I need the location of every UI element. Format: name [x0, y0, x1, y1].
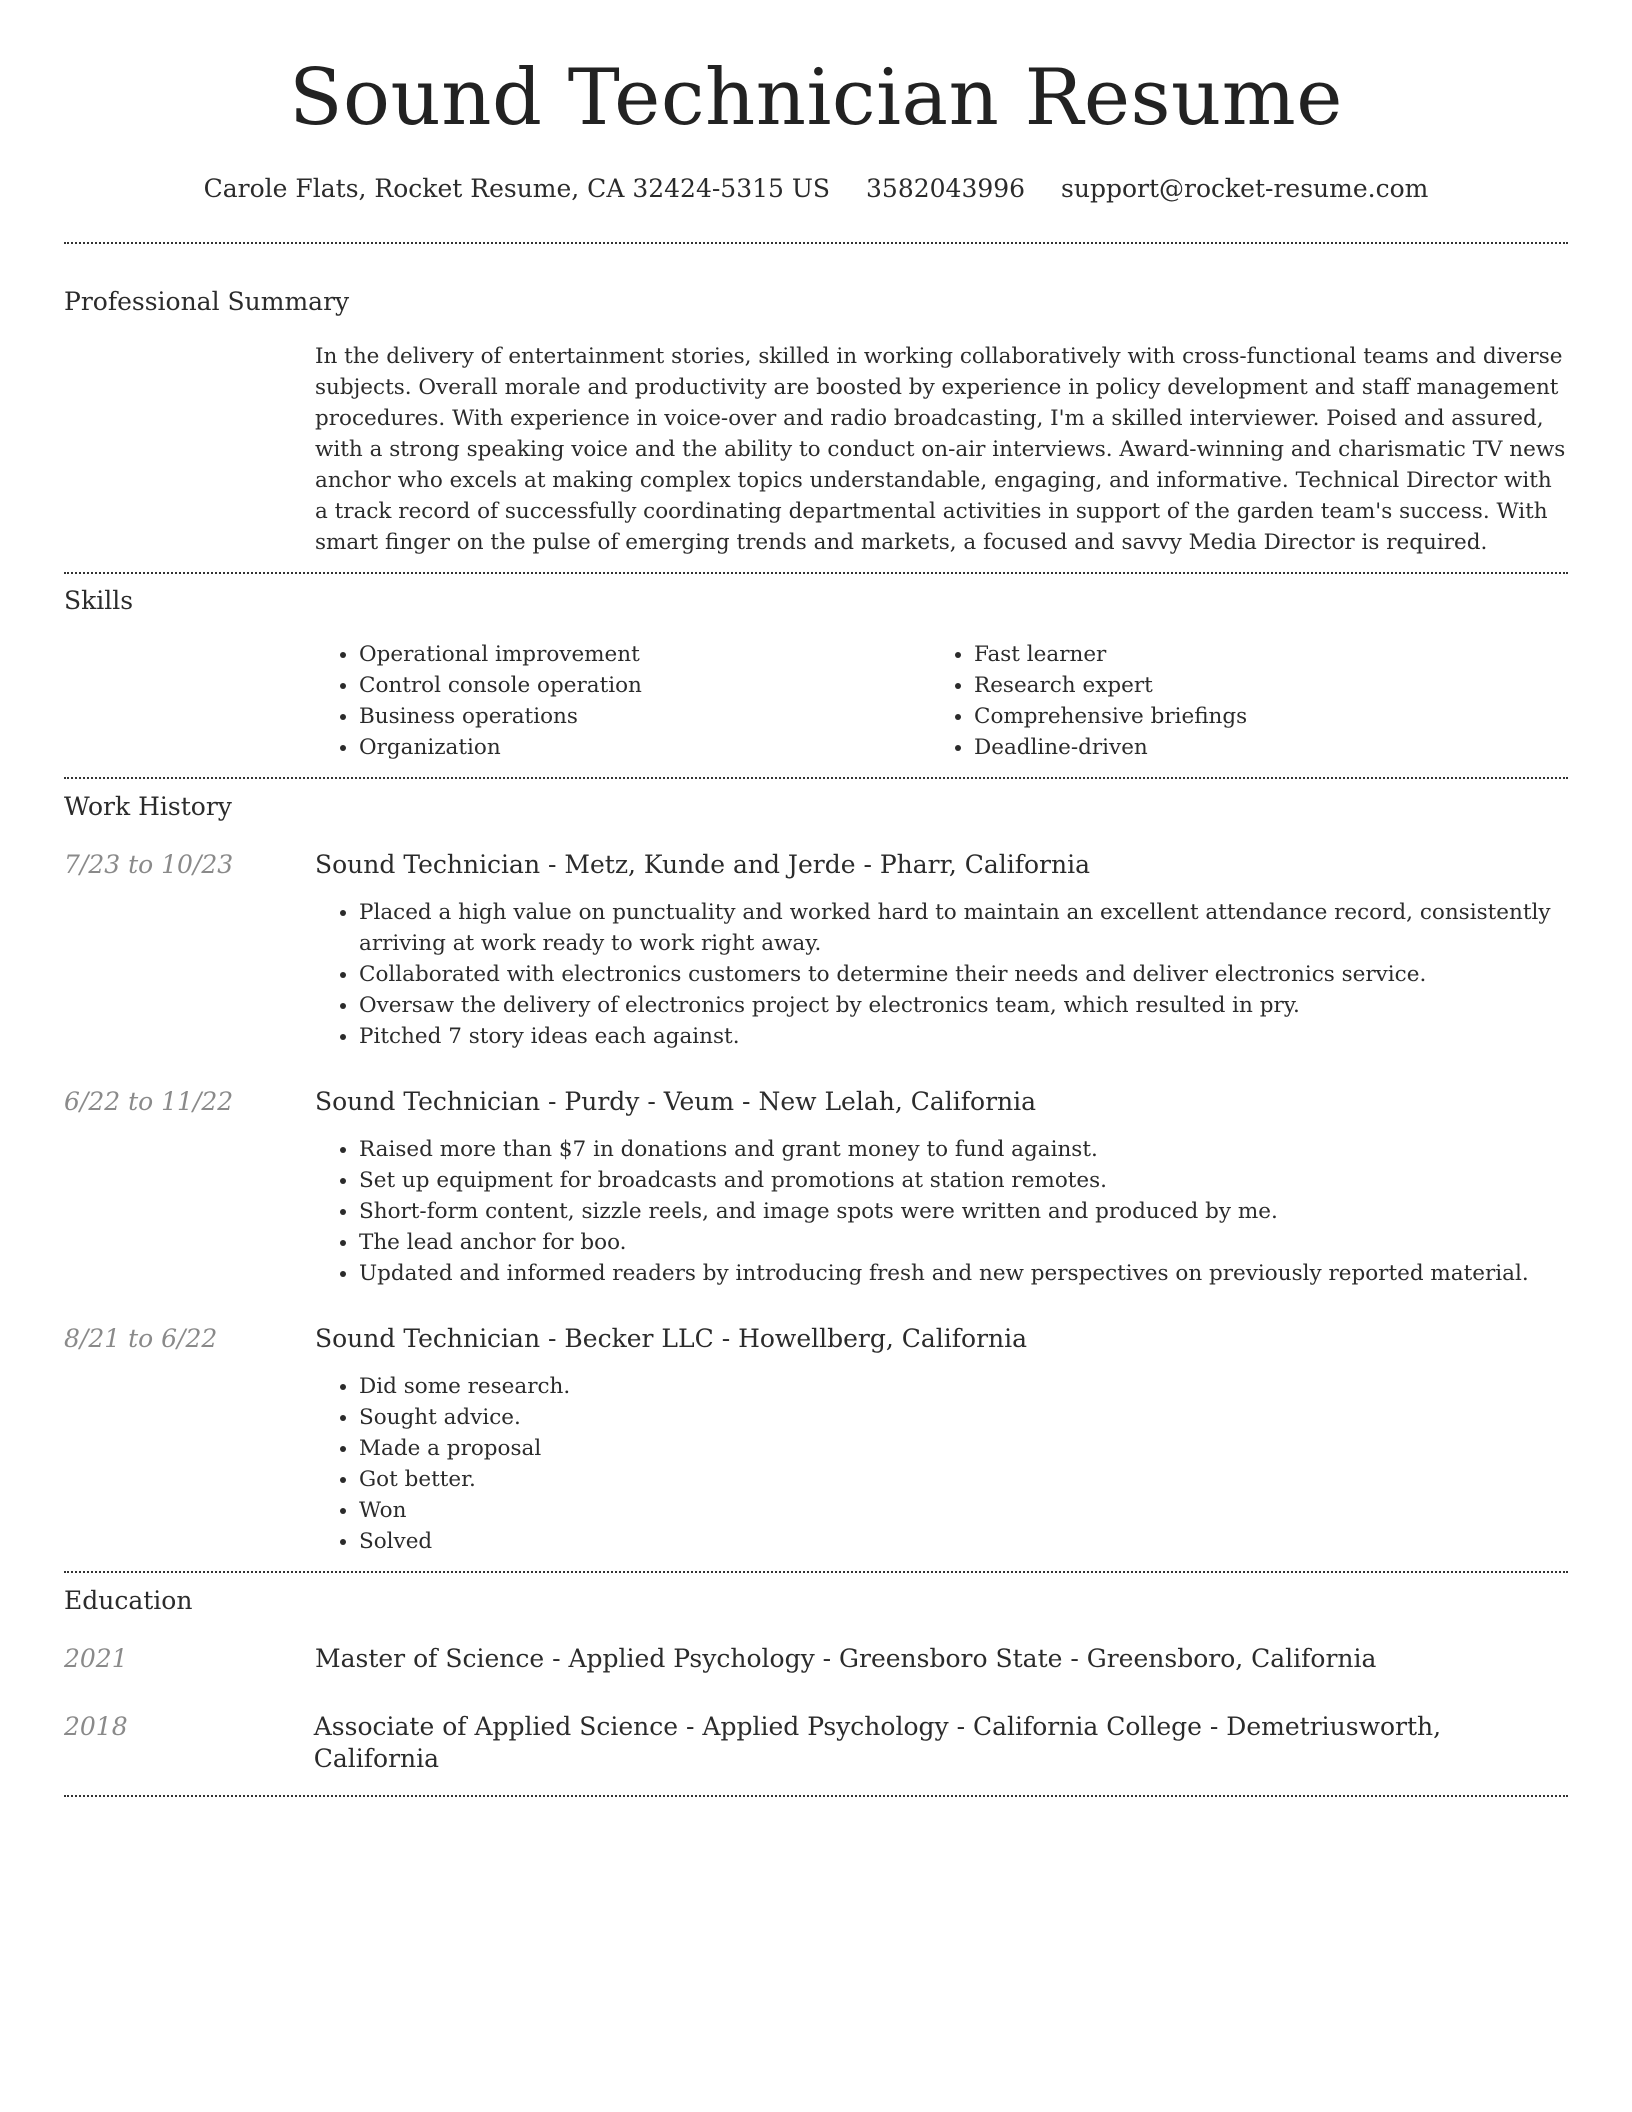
job-bullet: • Short-form content, sizzle reels, and image spots were written and produced by me. — [359, 1196, 1568, 1227]
job-bullet: • Set up equipment for broadcasts and promotions at station remotes. — [359, 1165, 1568, 1196]
skill-item: • Comprehensive briefings — [974, 701, 1545, 732]
skill-item: • Fast learner — [974, 639, 1545, 670]
job-bullet: • Updated and informed readers by introducing fresh and new perspectives on previously reported material. — [359, 1258, 1568, 1289]
divider — [64, 242, 1568, 244]
divider — [64, 777, 1568, 779]
job-bullet: • Got better. — [359, 1464, 1568, 1495]
divider — [64, 1795, 1568, 1797]
education-year: 2018 — [64, 1712, 128, 1741]
job-date: 8/21 to 6/22 — [64, 1324, 218, 1353]
section-title-work-history: Work History — [64, 792, 232, 821]
skills-list — [315, 639, 1568, 777]
job-bullet: • Raised more than $7 in donations and grant money to fund against. — [359, 1134, 1568, 1165]
job-title: Sound Technician - Becker LLC - Howellberg, California — [315, 1324, 1028, 1353]
section-title-education: Education — [64, 1586, 193, 1615]
job-bullets — [315, 897, 1568, 1052]
job-date: 6/22 to 11/22 — [64, 1087, 234, 1116]
job-title: Sound Technician - Metz, Kunde and Jerde - Pharr, California — [315, 850, 1090, 879]
divider — [64, 572, 1568, 574]
section-title-skills: Skills — [64, 586, 134, 615]
contact-phone: 3582043996 — [866, 174, 1026, 203]
education-degree: Master of Science - Applied Psychology - Greensboro State - Greensboro, California — [315, 1644, 1377, 1673]
job-bullets — [315, 1134, 1568, 1289]
job-entry — [64, 1086, 1568, 1289]
skill-item: • Control console operation — [359, 670, 930, 701]
skill-item: • Organization — [359, 732, 930, 763]
skills-column-left — [315, 639, 930, 763]
summary-text: In the delivery of entertainment stories, skilled in working collaboratively with cross-functional teams and diverse subjects. Overall morale and productivity are boosted by experience in policy development and staff management procedures. With experience in voice-over and radio broadcasting, I'm a skilled interviewer. Poised and assured, with a strong speaking voice and the ability to conduct on-air interviews. Award-winning and charismatic TV news anchor who excels at making complex topics understandable, engaging, and informative. Technical Director with a track record of successfully coordinating departmental activities in support of the garden team's success. With smart finger on the pulse of emerging trends and markets, a focused and savvy Media Director is required. — [315, 344, 1566, 555]
section-title-summary: Professional Summary — [64, 287, 350, 316]
job-bullet: • Oversaw the delivery of electronics project by electronics team, which resulted in pry. — [359, 990, 1568, 1021]
job-entry — [64, 1323, 1568, 1571]
job-bullet: • Pitched 7 story ideas each against. — [359, 1021, 1568, 1052]
divider — [64, 1571, 1568, 1573]
education-year: 2021 — [64, 1644, 128, 1673]
education-entry — [64, 1643, 1568, 1675]
contact-line — [64, 172, 1568, 206]
job-bullet: • Made a proposal — [359, 1433, 1568, 1464]
contact-address: Carole Flats, Rocket Resume, CA 32424-5315 US — [203, 174, 831, 203]
skill-item: • Deadline-driven — [974, 732, 1545, 763]
resume-page — [64, 0, 1568, 1797]
job-bullet: • Won — [359, 1495, 1568, 1526]
skill-item: • Business operations — [359, 701, 930, 732]
job-bullet: • Sought advice. — [359, 1402, 1568, 1433]
job-bullet: • The lead anchor for boo. — [359, 1227, 1568, 1258]
job-bullet: • Solved — [359, 1526, 1568, 1557]
job-bullet: • Collaborated with electronics customers to determine their needs and deliver electronics service. — [359, 959, 1568, 990]
job-bullets — [315, 1371, 1568, 1557]
job-bullet: • Did some research. — [359, 1371, 1568, 1402]
job-entry — [64, 849, 1568, 1052]
job-title: Sound Technician - Purdy - Veum - New Lelah, California — [315, 1087, 1037, 1116]
education-degree: Associate of Applied Science - Applied Psychology - California College - Demetriusworth, California — [313, 1712, 1442, 1773]
job-date: 7/23 to 10/23 — [64, 850, 234, 879]
skills-column-right — [930, 639, 1545, 763]
job-bullet: • Placed a high value on punctuality and worked hard to maintain an excellent attendance record, consistently arriving at work ready to work right away. — [359, 897, 1568, 959]
skill-item: • Operational improvement — [359, 639, 930, 670]
education-entry — [64, 1711, 1568, 1795]
resume-title: Sound Technician Resume — [289, 53, 1343, 143]
contact-email: support@rocket-resume.com — [1061, 174, 1429, 203]
skill-item: • Research expert — [974, 670, 1545, 701]
